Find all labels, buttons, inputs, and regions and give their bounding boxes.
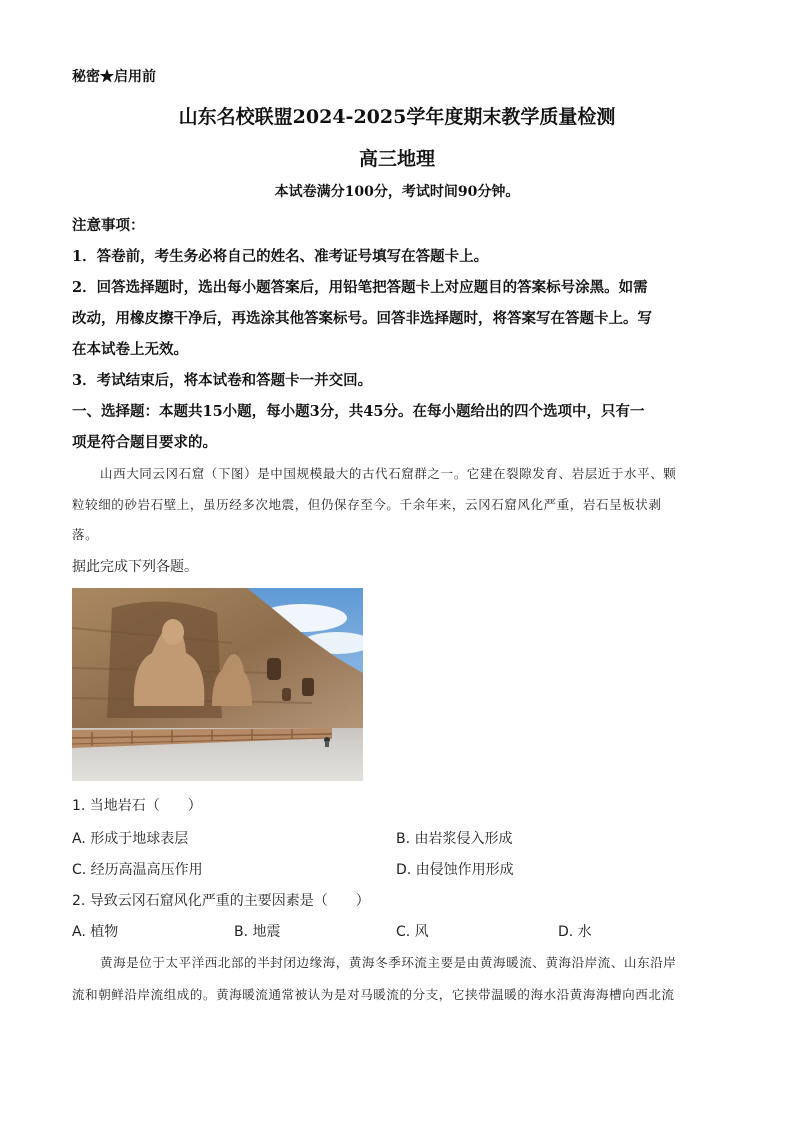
passage-2-line-1: 黄海是位于太平洋西北部的半封闭边缘海，黄海冬季环流主要是由黄海暖流、黄海沿岸流、山东沿岸	[100, 955, 677, 970]
section-1-line-2: 项是符合题目要求的。	[72, 434, 217, 451]
question-1-option-d[interactable]: D. 由侵蚀作用形成	[396, 862, 514, 878]
subject-title: 高三地理	[358, 148, 435, 170]
question-2-option-c[interactable]: C. 风	[396, 924, 429, 940]
exam-title: 山东名校联盟2024-2025学年度期末教学质量检测	[178, 106, 616, 128]
note-2-line-2: 改动，用橡皮擦干净后，再选涂其他答案标号。回答非选择题时，将答案写在答题卡上。写	[72, 310, 652, 327]
note-1: 1．答卷前，考生务必将自己的姓名、准考证号填写在答题卡上。	[72, 248, 489, 265]
question-1-option-a[interactable]: A. 形成于地球表层	[72, 831, 189, 847]
question-2-stem: 2. 导致云冈石窟风化严重的主要因素是（ ）	[72, 893, 370, 909]
notes-heading: 注意事项：	[72, 217, 145, 234]
passage-1-line-1: 山西大同云冈石窟（下图）是中国规模最大的古代石窟群之一。它建在裂隙发育、岩层近于水平、颗	[100, 466, 677, 481]
exam-info: 本试卷满分100分，考试时间90分钟。	[274, 184, 520, 200]
passage-2-line-2: 流和朝鲜沿岸流组成的。黄海暖流通常被认为是对马暖流的分支，它挟带温暖的海水沿黄海海槽向西北流	[72, 987, 675, 1002]
question-2-option-d[interactable]: D. 水	[558, 924, 592, 940]
note-3: 3．考试结束后，将本试卷和答题卡一并交回。	[72, 372, 373, 389]
question-1-option-b[interactable]: B. 由岩浆侵入形成	[396, 831, 513, 847]
question-2-option-b[interactable]: B. 地震	[234, 924, 281, 940]
passage-1-line-3: 落。	[72, 527, 99, 542]
yungang-grottoes-photo	[72, 588, 363, 781]
question-1-stem: 1. 当地岩石（ ）	[72, 798, 202, 814]
confidential-label: 秘密★启用前	[72, 69, 156, 85]
passage-1-line-2: 粒较细的砂岩石壁上，虽历经多次地震，但仍保存至今。千余年来，云冈石窟风化严重，岩石呈板状剥	[72, 497, 662, 512]
question-1-option-c[interactable]: C. 经历高温高压作用	[72, 862, 203, 878]
section-1-line-1: 一、选择题：本题共15小题，每小题3分，共45分。在每小题给出的四个选项中，只有一	[72, 403, 645, 420]
note-2-line-1: 2．回答选择题时，选出每小题答案后，用铅笔把答题卡上对应题目的答案标号涂黑。如需	[72, 279, 648, 296]
passage-1-prompt: 据此完成下列各题。	[72, 559, 198, 575]
question-2-option-a[interactable]: A. 植物	[72, 924, 119, 940]
note-2-line-3: 在本试卷上无效。	[72, 341, 188, 358]
